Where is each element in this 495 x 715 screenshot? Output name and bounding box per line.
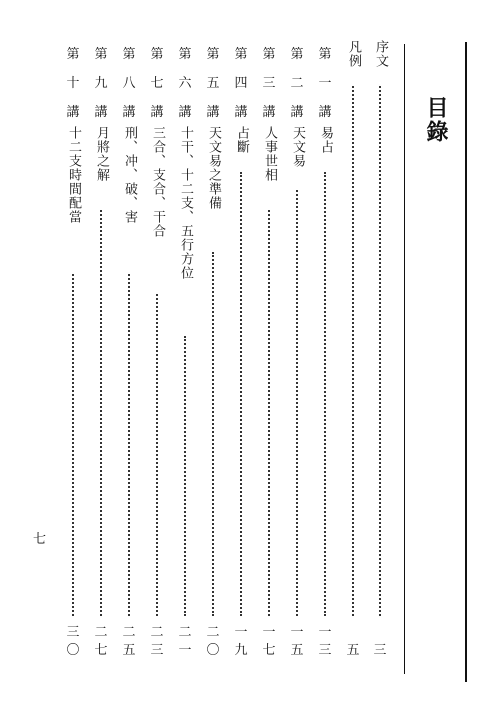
page-number: 二 七 xyxy=(94,625,108,658)
toc-entry-lecture-7[interactable] xyxy=(147,34,167,674)
leader-dots xyxy=(324,172,326,616)
leader-dots xyxy=(352,86,354,616)
entry-title: 占斷 xyxy=(234,126,249,154)
lecture-number: 第 一 講 xyxy=(318,47,332,120)
outer-vertical-rule xyxy=(465,42,467,682)
entry-title: 刑、冲、破、害 xyxy=(122,126,137,224)
page-number: 二 三 xyxy=(150,625,164,658)
page-number: 一 九 xyxy=(234,625,248,658)
lecture-number: 第 七 講 xyxy=(150,47,164,120)
leader-dots xyxy=(240,172,242,616)
lecture-number: 第 三 講 xyxy=(262,47,276,120)
inner-vertical-rule xyxy=(404,44,405,674)
entry-title: 十干、十二支、五行方位 xyxy=(178,126,193,280)
entry-title: 天文易之準備 xyxy=(206,126,221,210)
lecture-number: 第 十 講 xyxy=(66,47,80,120)
page-number: 一 五 xyxy=(290,625,304,658)
leader-dots xyxy=(296,190,298,616)
folio-page-number: 七 xyxy=(33,532,47,547)
toc-entry-lecture-4[interactable] xyxy=(231,34,251,674)
entry-title: 序文 xyxy=(373,40,388,68)
page-number: 二 一 xyxy=(178,625,192,658)
entry-title: 十二支時間配當 xyxy=(66,126,81,224)
page-number: 三 〇 xyxy=(66,625,80,658)
toc-entry-lecture-2[interactable] xyxy=(287,34,307,674)
leader-dots xyxy=(100,210,102,616)
lecture-number: 第 六 講 xyxy=(178,47,192,120)
entry-title: 凡例 xyxy=(346,40,361,68)
lecture-number: 第 八 講 xyxy=(122,47,136,120)
page-number: 一 七 xyxy=(262,625,276,658)
page-number: 二 〇 xyxy=(206,625,220,658)
leader-dots xyxy=(128,274,130,616)
page-number: 一 三 xyxy=(318,625,332,658)
toc-entry-lecture-5[interactable] xyxy=(203,34,223,674)
leader-dots xyxy=(379,86,381,616)
toc-entry-lecture-1[interactable] xyxy=(315,34,335,674)
toc-entry-lecture-3[interactable] xyxy=(259,34,279,674)
page-number: 三 xyxy=(373,643,387,658)
toc-entry-lecture-9[interactable] xyxy=(91,34,111,674)
page-number: 五 xyxy=(346,643,360,658)
leader-dots xyxy=(72,274,74,616)
toc-entry-notes[interactable] xyxy=(343,34,363,674)
lecture-number: 第 九 講 xyxy=(94,47,108,120)
entry-title: 三合、支合、干合 xyxy=(150,126,165,238)
toc-entry-preface[interactable] xyxy=(370,34,390,674)
toc-entry-lecture-10[interactable] xyxy=(63,34,83,674)
leader-dots xyxy=(156,294,158,616)
leader-dots xyxy=(184,336,186,616)
entry-title: 易占 xyxy=(318,126,333,154)
toc-heading: 目錄 xyxy=(423,96,449,144)
entry-title: 月將之解 xyxy=(94,126,109,182)
toc-entry-lecture-8[interactable] xyxy=(119,34,139,674)
entry-title: 天文易 xyxy=(290,126,305,168)
page-number: 二 五 xyxy=(122,625,136,658)
toc-entry-lecture-6[interactable] xyxy=(175,34,195,674)
lecture-number: 第 四 講 xyxy=(234,47,248,120)
entry-title: 人事世相 xyxy=(262,126,277,182)
leader-dots xyxy=(212,252,214,616)
lecture-number: 第 二 講 xyxy=(290,47,304,120)
lecture-number: 第 五 講 xyxy=(206,47,220,120)
leader-dots xyxy=(268,210,270,616)
